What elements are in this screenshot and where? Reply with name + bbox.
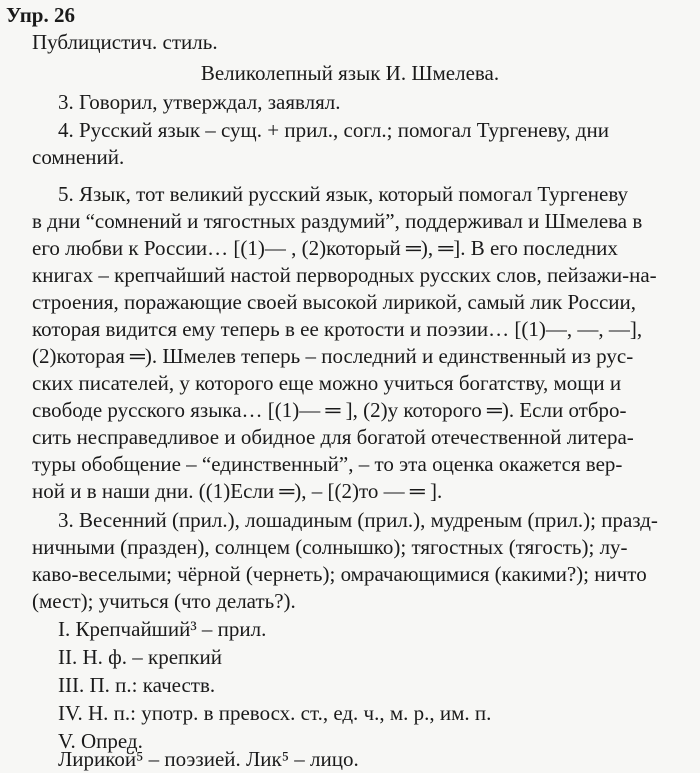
analysis-line: каво-веселыми; чёрной (чернеть); омрачающимися (какими?); ничто [32, 562, 647, 586]
text-line: 5. Язык, тот великий русский язык, который помогал Тургеневу [58, 182, 629, 206]
text-line: его любви к России… [(1)— , (2)который ═), ═]. В его последних [32, 236, 618, 260]
morph-item-4: IV. Н. п.: употр. в превосх. ст., ед. ч., м. р., им. п. [58, 701, 492, 725]
text-line: которая видится ему теперь в ее кротости и поэзии… [(1)—, —, —], [32, 317, 643, 341]
text-line: сить несправедливое и обидное для богатой отечественной литера- [32, 425, 634, 449]
text-line: туры обобщение – “единственный”, – то эта оценка окажется вер- [32, 452, 623, 476]
analysis-line: (мест); учиться (что делать?). [32, 589, 296, 613]
vocabulary-line: Лирикой⁵ – поэзией. Лик⁵ – лицо. [58, 747, 359, 771]
morph-item-5: V. Опред. [58, 729, 143, 753]
text-line: ной и в наши дни. ((1)Если ═), – [(2)то — ═ ]. [32, 479, 443, 503]
answer-3: 3. Говорил, утверждал, заявлял. [58, 90, 341, 114]
analysis-line: 3. Весенний (прил.), лошадиным (прил.), мудреным (прил.); празд- [58, 508, 658, 532]
text-line: в дни “сомнений и тягостных раздумий”, поддерживал и Шмелева в [32, 209, 643, 233]
morph-item-3: III. П. п.: качеств. [58, 673, 216, 697]
morph-item-1: I. Крепчайший³ – прил. [58, 617, 267, 641]
text-line: книгах – крепчайший настой первородных русских слов, пейзажи-на- [32, 263, 657, 287]
analysis-line: ничными (празден), солнцем (солнышко); тягостных (тягость); лу- [32, 535, 628, 559]
text-line: строения, поражающие своей высокой лирикой, самый лик России, [32, 290, 636, 314]
text-line: свободе русского языка… [(1)— ═ ], (2)у которого ═). Если отбро- [32, 398, 627, 422]
text-line: ских писателей, у которого еще можно учиться богатству, мощи и [32, 371, 622, 395]
morph-item-2: II. Н. ф. – крепкий [58, 645, 222, 669]
text-title: Великолепный язык И. Шмелева. [200, 61, 500, 85]
exercise-header: Упр. 26 [6, 3, 75, 27]
text-line: (2)которая ═). Шмелев теперь – последний и единственный из рус- [32, 344, 634, 368]
answer-4-line-2: сомнений. [32, 145, 125, 169]
style-label: Публицистич. стиль. [32, 30, 218, 54]
answer-4-line-1: 4. Русский язык – сущ. + прил., согл.; помогал Тургеневу, дни [58, 118, 609, 142]
